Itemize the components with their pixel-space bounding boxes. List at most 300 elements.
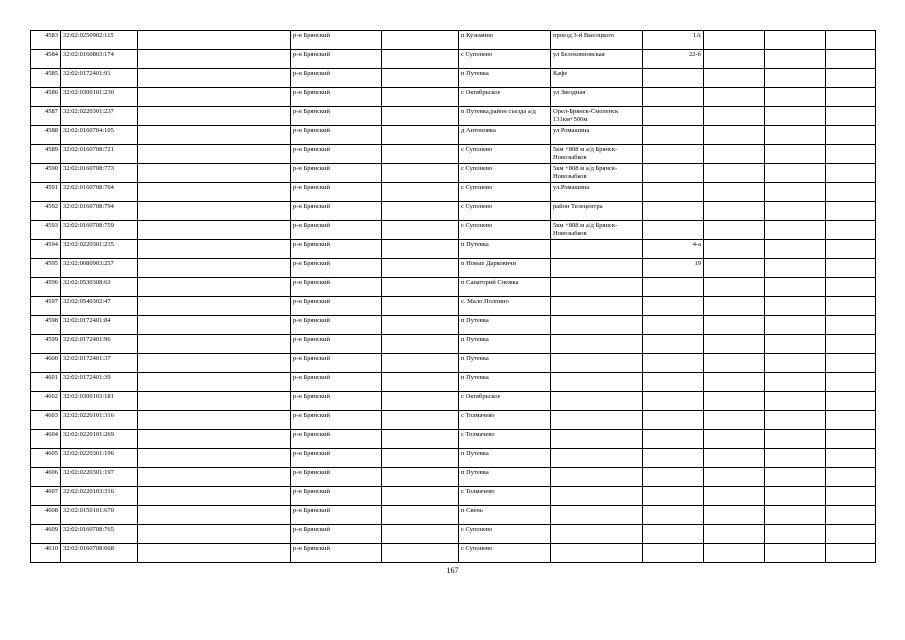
street-cell: район Телецентра bbox=[551, 202, 643, 221]
row-number-cell: 4595 bbox=[31, 259, 61, 278]
house-cell bbox=[643, 525, 704, 544]
table-row bbox=[31, 411, 876, 430]
blank-cell bbox=[704, 487, 765, 506]
cadastral-number-cell: 32:02:0080903:257 bbox=[61, 259, 138, 278]
blank-cell bbox=[765, 525, 826, 544]
blank-cell bbox=[138, 221, 291, 240]
table-row bbox=[31, 525, 876, 544]
cadastral-number-cell: 32:02:0160708:794 bbox=[61, 202, 138, 221]
district-cell: р-н Брянский bbox=[291, 202, 382, 221]
blank-cell bbox=[138, 411, 291, 430]
street-cell: 5км +808 м а/д Брянск-Новозыбков bbox=[551, 221, 643, 240]
district-cell: р-н Брянский bbox=[291, 183, 382, 202]
blank-cell bbox=[765, 278, 826, 297]
blank-cell bbox=[382, 506, 459, 525]
street-cell bbox=[551, 449, 643, 468]
row-number-cell: 4593 bbox=[31, 221, 61, 240]
blank-cell bbox=[826, 145, 876, 164]
blank-cell bbox=[704, 297, 765, 316]
blank-cell bbox=[138, 430, 291, 449]
house-cell bbox=[643, 449, 704, 468]
street-cell bbox=[551, 487, 643, 506]
row-number-cell: 4583 bbox=[31, 31, 61, 50]
district-cell: р-н Брянский bbox=[291, 88, 382, 107]
blank-cell bbox=[704, 354, 765, 373]
locality-cell: п Кузьмино bbox=[459, 31, 551, 50]
row-number-cell: 4610 bbox=[31, 544, 61, 563]
blank-cell bbox=[765, 164, 826, 183]
cadastral-number-cell: 32:02:0160708:764 bbox=[61, 183, 138, 202]
blank-cell bbox=[704, 411, 765, 430]
house-cell bbox=[643, 69, 704, 88]
blank-cell bbox=[826, 126, 876, 145]
blank-cell bbox=[765, 449, 826, 468]
table-row bbox=[31, 183, 876, 202]
blank-cell bbox=[138, 506, 291, 525]
cadastral-number-cell: 32:02:0220301:197 bbox=[61, 468, 138, 487]
blank-cell bbox=[138, 297, 291, 316]
row-number-cell: 4594 bbox=[31, 240, 61, 259]
locality-cell: п Новые Дарковичи bbox=[459, 259, 551, 278]
house-cell bbox=[643, 126, 704, 145]
table-row bbox=[31, 240, 876, 259]
blank-cell bbox=[765, 354, 826, 373]
blank-cell bbox=[704, 373, 765, 392]
blank-cell bbox=[826, 31, 876, 50]
blank-cell bbox=[765, 31, 826, 50]
district-cell: р-н Брянский bbox=[291, 487, 382, 506]
table-row bbox=[31, 316, 876, 335]
blank-cell bbox=[138, 316, 291, 335]
locality-cell: с Супонево bbox=[459, 525, 551, 544]
blank-cell bbox=[704, 506, 765, 525]
blank-cell bbox=[138, 107, 291, 126]
blank-cell bbox=[704, 430, 765, 449]
table-row bbox=[31, 544, 876, 563]
locality-cell: п Путевка bbox=[459, 240, 551, 259]
cadastral-number-cell: 32:02:0300101:230 bbox=[61, 88, 138, 107]
street-cell bbox=[551, 335, 643, 354]
blank-cell bbox=[765, 506, 826, 525]
blank-cell bbox=[704, 544, 765, 563]
locality-cell: п Путевка bbox=[459, 468, 551, 487]
locality-cell: с Супонево bbox=[459, 202, 551, 221]
house-cell bbox=[643, 221, 704, 240]
house-cell bbox=[643, 487, 704, 506]
blank-cell bbox=[826, 316, 876, 335]
cadastral-number-cell: 32:02:0220103:316 bbox=[61, 487, 138, 506]
blank-cell bbox=[704, 468, 765, 487]
locality-cell: с Супонево bbox=[459, 221, 551, 240]
registry-table bbox=[30, 30, 876, 563]
locality-cell: п Путевка bbox=[459, 335, 551, 354]
cadastral-number-cell: 32:02:0220301:196 bbox=[61, 449, 138, 468]
blank-cell bbox=[704, 316, 765, 335]
blank-cell bbox=[826, 335, 876, 354]
table-row bbox=[31, 202, 876, 221]
cadastral-number-cell: 32:02:0160708:765 bbox=[61, 525, 138, 544]
locality-cell: с Толмачево bbox=[459, 411, 551, 430]
row-number-cell: 4598 bbox=[31, 316, 61, 335]
blank-cell bbox=[382, 373, 459, 392]
blank-cell bbox=[382, 392, 459, 411]
row-number-cell: 4590 bbox=[31, 164, 61, 183]
blank-cell bbox=[382, 354, 459, 373]
blank-cell bbox=[382, 297, 459, 316]
blank-cell bbox=[382, 240, 459, 259]
blank-cell bbox=[765, 259, 826, 278]
blank-cell bbox=[382, 335, 459, 354]
blank-cell bbox=[826, 88, 876, 107]
house-cell bbox=[643, 202, 704, 221]
cadastral-number-cell: 32:02:0220301:237 bbox=[61, 107, 138, 126]
row-number-cell: 4603 bbox=[31, 411, 61, 430]
blank-cell bbox=[704, 50, 765, 69]
row-number-cell: 4591 bbox=[31, 183, 61, 202]
table-row bbox=[31, 335, 876, 354]
locality-cell: п Путевка bbox=[459, 354, 551, 373]
house-cell bbox=[643, 145, 704, 164]
locality-cell: с Супонево bbox=[459, 164, 551, 183]
row-number-cell: 4599 bbox=[31, 335, 61, 354]
house-cell: 22-б bbox=[643, 50, 704, 69]
row-number-cell: 4608 bbox=[31, 506, 61, 525]
table-row bbox=[31, 430, 876, 449]
district-cell: р-н Брянский bbox=[291, 164, 382, 183]
district-cell: р-н Брянский bbox=[291, 544, 382, 563]
street-cell: 5км +808 м а/д Брянск-Новозыбков bbox=[551, 164, 643, 183]
district-cell: р-н Брянский bbox=[291, 69, 382, 88]
table-row bbox=[31, 392, 876, 411]
blank-cell bbox=[138, 240, 291, 259]
blank-cell bbox=[138, 164, 291, 183]
blank-cell bbox=[765, 240, 826, 259]
blank-cell bbox=[704, 525, 765, 544]
street-cell bbox=[551, 430, 643, 449]
blank-cell bbox=[704, 259, 765, 278]
row-number-cell: 4588 bbox=[31, 126, 61, 145]
district-cell: р-н Брянский bbox=[291, 468, 382, 487]
blank-cell bbox=[138, 202, 291, 221]
house-cell bbox=[643, 544, 704, 563]
blank-cell bbox=[138, 335, 291, 354]
blank-cell bbox=[704, 31, 765, 50]
blank-cell bbox=[826, 259, 876, 278]
blank-cell bbox=[138, 487, 291, 506]
row-number-cell: 4585 bbox=[31, 69, 61, 88]
locality-cell: с Октябрьское bbox=[459, 88, 551, 107]
table-row bbox=[31, 449, 876, 468]
registry-body bbox=[31, 31, 876, 563]
cadastral-number-cell: 32:02:0160803:174 bbox=[61, 50, 138, 69]
blank-cell bbox=[382, 221, 459, 240]
blank-cell bbox=[138, 31, 291, 50]
street-cell bbox=[551, 240, 643, 259]
street-cell: проезд 3-й Высоцкого bbox=[551, 31, 643, 50]
house-cell bbox=[643, 335, 704, 354]
blank-cell bbox=[826, 373, 876, 392]
blank-cell bbox=[704, 126, 765, 145]
cadastral-number-cell: 32:02:0220101:269 bbox=[61, 430, 138, 449]
house-cell: 1А bbox=[643, 31, 704, 50]
blank-cell bbox=[826, 544, 876, 563]
blank-cell bbox=[138, 449, 291, 468]
blank-cell bbox=[382, 468, 459, 487]
cadastral-number-cell: 32:02:0250902:115 bbox=[61, 31, 138, 50]
row-number-cell: 4597 bbox=[31, 297, 61, 316]
blank-cell bbox=[704, 107, 765, 126]
blank-cell bbox=[382, 145, 459, 164]
row-number-cell: 4602 bbox=[31, 392, 61, 411]
row-number-cell: 4606 bbox=[31, 468, 61, 487]
street-cell bbox=[551, 468, 643, 487]
blank-cell bbox=[382, 430, 459, 449]
district-cell: р-н Брянский bbox=[291, 297, 382, 316]
blank-cell bbox=[704, 221, 765, 240]
table-row bbox=[31, 468, 876, 487]
street-cell bbox=[551, 297, 643, 316]
table-row bbox=[31, 31, 876, 50]
cadastral-number-cell: 32:02:0540302:47 bbox=[61, 297, 138, 316]
cadastral-number-cell: 32:02:0172401:84 bbox=[61, 316, 138, 335]
blank-cell bbox=[826, 107, 876, 126]
row-number-cell: 4584 bbox=[31, 50, 61, 69]
table-row bbox=[31, 506, 876, 525]
district-cell: р-н Брянский bbox=[291, 126, 382, 145]
house-cell: 19 bbox=[643, 259, 704, 278]
blank-cell bbox=[138, 50, 291, 69]
blank-cell bbox=[765, 126, 826, 145]
row-number-cell: 4601 bbox=[31, 373, 61, 392]
district-cell: р-н Брянский bbox=[291, 506, 382, 525]
district-cell: р-н Брянский bbox=[291, 449, 382, 468]
blank-cell bbox=[138, 468, 291, 487]
blank-cell bbox=[826, 164, 876, 183]
street-cell bbox=[551, 411, 643, 430]
blank-cell bbox=[138, 373, 291, 392]
street-cell bbox=[551, 278, 643, 297]
street-cell bbox=[551, 392, 643, 411]
table-row bbox=[31, 297, 876, 316]
street-cell: ул.Ромашина bbox=[551, 183, 643, 202]
table-row bbox=[31, 373, 876, 392]
row-number-cell: 4592 bbox=[31, 202, 61, 221]
district-cell: р-н Брянский bbox=[291, 240, 382, 259]
blank-cell bbox=[382, 69, 459, 88]
blank-cell bbox=[138, 525, 291, 544]
locality-cell: п Санаторий Снежка bbox=[459, 278, 551, 297]
table-row bbox=[31, 354, 876, 373]
blank-cell bbox=[138, 278, 291, 297]
locality-cell: п Путевка bbox=[459, 373, 551, 392]
blank-cell bbox=[382, 88, 459, 107]
row-number-cell: 4607 bbox=[31, 487, 61, 506]
blank-cell bbox=[765, 487, 826, 506]
blank-cell bbox=[382, 411, 459, 430]
blank-cell bbox=[704, 164, 765, 183]
district-cell: р-н Брянский bbox=[291, 430, 382, 449]
cadastral-number-cell: 32:02:0160708:721 bbox=[61, 145, 138, 164]
street-cell bbox=[551, 316, 643, 335]
blank-cell bbox=[826, 240, 876, 259]
blank-cell bbox=[382, 183, 459, 202]
cadastral-number-cell: 32:02:0300103:181 bbox=[61, 392, 138, 411]
house-cell bbox=[643, 411, 704, 430]
blank-cell bbox=[704, 202, 765, 221]
house-cell bbox=[643, 316, 704, 335]
blank-cell bbox=[382, 449, 459, 468]
blank-cell bbox=[138, 392, 291, 411]
blank-cell bbox=[765, 430, 826, 449]
locality-cell: п Путевка bbox=[459, 69, 551, 88]
blank-cell bbox=[826, 449, 876, 468]
blank-cell bbox=[826, 392, 876, 411]
table-row bbox=[31, 88, 876, 107]
table-row bbox=[31, 278, 876, 297]
blank-cell bbox=[826, 202, 876, 221]
locality-cell: с Толмачево bbox=[459, 487, 551, 506]
blank-cell bbox=[826, 525, 876, 544]
blank-cell bbox=[765, 69, 826, 88]
cadastral-number-cell: 32:02:0160704:105 bbox=[61, 126, 138, 145]
blank-cell bbox=[765, 297, 826, 316]
cadastral-number-cell: 32:02:0172401:96 bbox=[61, 335, 138, 354]
blank-cell bbox=[138, 183, 291, 202]
locality-cell: п Путевка bbox=[459, 449, 551, 468]
table-row bbox=[31, 259, 876, 278]
street-cell bbox=[551, 525, 643, 544]
blank-cell bbox=[826, 278, 876, 297]
house-cell bbox=[643, 506, 704, 525]
blank-cell bbox=[765, 316, 826, 335]
house-cell bbox=[643, 88, 704, 107]
locality-cell: п Путевка,район съезда а/д bbox=[459, 107, 551, 126]
row-number-cell: 4600 bbox=[31, 354, 61, 373]
blank-cell bbox=[826, 221, 876, 240]
table-row bbox=[31, 107, 876, 126]
blank-cell bbox=[826, 487, 876, 506]
house-cell bbox=[643, 354, 704, 373]
blank-cell bbox=[826, 297, 876, 316]
locality-cell: с Супонево bbox=[459, 145, 551, 164]
blank-cell bbox=[138, 145, 291, 164]
blank-cell bbox=[138, 259, 291, 278]
district-cell: р-н Брянский bbox=[291, 145, 382, 164]
blank-cell bbox=[826, 506, 876, 525]
cadastral-number-cell: 32:02:0172401:37 bbox=[61, 354, 138, 373]
blank-cell bbox=[382, 544, 459, 563]
table-row bbox=[31, 69, 876, 88]
house-cell bbox=[643, 373, 704, 392]
blank-cell bbox=[826, 69, 876, 88]
locality-cell: с Октябрьское bbox=[459, 392, 551, 411]
blank-cell bbox=[382, 164, 459, 183]
blank-cell bbox=[704, 88, 765, 107]
blank-cell bbox=[765, 544, 826, 563]
blank-cell bbox=[138, 69, 291, 88]
street-cell: ул Белоховновская bbox=[551, 50, 643, 69]
blank-cell bbox=[826, 468, 876, 487]
blank-cell bbox=[382, 50, 459, 69]
blank-cell bbox=[704, 278, 765, 297]
blank-cell bbox=[826, 50, 876, 69]
locality-cell: с Толмачево bbox=[459, 430, 551, 449]
blank-cell bbox=[138, 88, 291, 107]
blank-cell bbox=[704, 449, 765, 468]
cadastral-number-cell: 32:02:0172401:39 bbox=[61, 373, 138, 392]
cadastral-number-cell: 32:02:0220101:316 bbox=[61, 411, 138, 430]
district-cell: р-н Брянский bbox=[291, 525, 382, 544]
district-cell: р-н Брянский bbox=[291, 411, 382, 430]
row-number-cell: 4609 bbox=[31, 525, 61, 544]
street-cell bbox=[551, 544, 643, 563]
blank-cell bbox=[704, 183, 765, 202]
row-number-cell: 4587 bbox=[31, 107, 61, 126]
blank-cell bbox=[704, 145, 765, 164]
blank-cell bbox=[765, 202, 826, 221]
blank-cell bbox=[765, 145, 826, 164]
blank-cell bbox=[382, 278, 459, 297]
locality-cell: с Супонево bbox=[459, 183, 551, 202]
street-cell: ул Звездная bbox=[551, 88, 643, 107]
cadastral-number-cell: 32:02:0160708:759 bbox=[61, 221, 138, 240]
blank-cell bbox=[826, 411, 876, 430]
house-cell bbox=[643, 278, 704, 297]
blank-cell bbox=[826, 354, 876, 373]
street-cell bbox=[551, 506, 643, 525]
page-number: 167 bbox=[446, 566, 459, 575]
district-cell: р-н Брянский bbox=[291, 278, 382, 297]
blank-cell bbox=[765, 221, 826, 240]
street-cell bbox=[551, 259, 643, 278]
blank-cell bbox=[382, 31, 459, 50]
blank-cell bbox=[826, 183, 876, 202]
street-cell bbox=[551, 354, 643, 373]
table-row bbox=[31, 487, 876, 506]
blank-cell bbox=[382, 202, 459, 221]
locality-cell: д Антоновка bbox=[459, 126, 551, 145]
house-cell bbox=[643, 164, 704, 183]
district-cell: р-н Брянский bbox=[291, 107, 382, 126]
district-cell: р-н Брянский bbox=[291, 316, 382, 335]
district-cell: р-н Брянский bbox=[291, 354, 382, 373]
blank-cell bbox=[138, 126, 291, 145]
blank-cell bbox=[765, 373, 826, 392]
district-cell: р-н Брянский bbox=[291, 259, 382, 278]
house-cell bbox=[643, 430, 704, 449]
blank-cell bbox=[765, 468, 826, 487]
street-cell: ул Ромашина bbox=[551, 126, 643, 145]
row-number-cell: 4586 bbox=[31, 88, 61, 107]
blank-cell bbox=[382, 316, 459, 335]
district-cell: р-н Брянский bbox=[291, 392, 382, 411]
blank-cell bbox=[382, 525, 459, 544]
house-cell bbox=[643, 183, 704, 202]
street-cell bbox=[551, 373, 643, 392]
cadastral-number-cell: 32:02:0530308:63 bbox=[61, 278, 138, 297]
house-cell bbox=[643, 297, 704, 316]
locality-cell: п Путевка bbox=[459, 316, 551, 335]
locality-cell: с. Мало Полпино bbox=[459, 297, 551, 316]
cadastral-number-cell: 32:02:0160708:668 bbox=[61, 544, 138, 563]
house-cell bbox=[643, 468, 704, 487]
cadastral-number-cell: 32:02:0172401:91 bbox=[61, 69, 138, 88]
street-cell: 5км +808 м а/д Брянск-Новозыбков bbox=[551, 145, 643, 164]
row-number-cell: 4605 bbox=[31, 449, 61, 468]
street-cell: Орел-Брянск-Смоленск 131км+500м bbox=[551, 107, 643, 126]
district-cell: р-н Брянский bbox=[291, 221, 382, 240]
blank-cell bbox=[704, 69, 765, 88]
